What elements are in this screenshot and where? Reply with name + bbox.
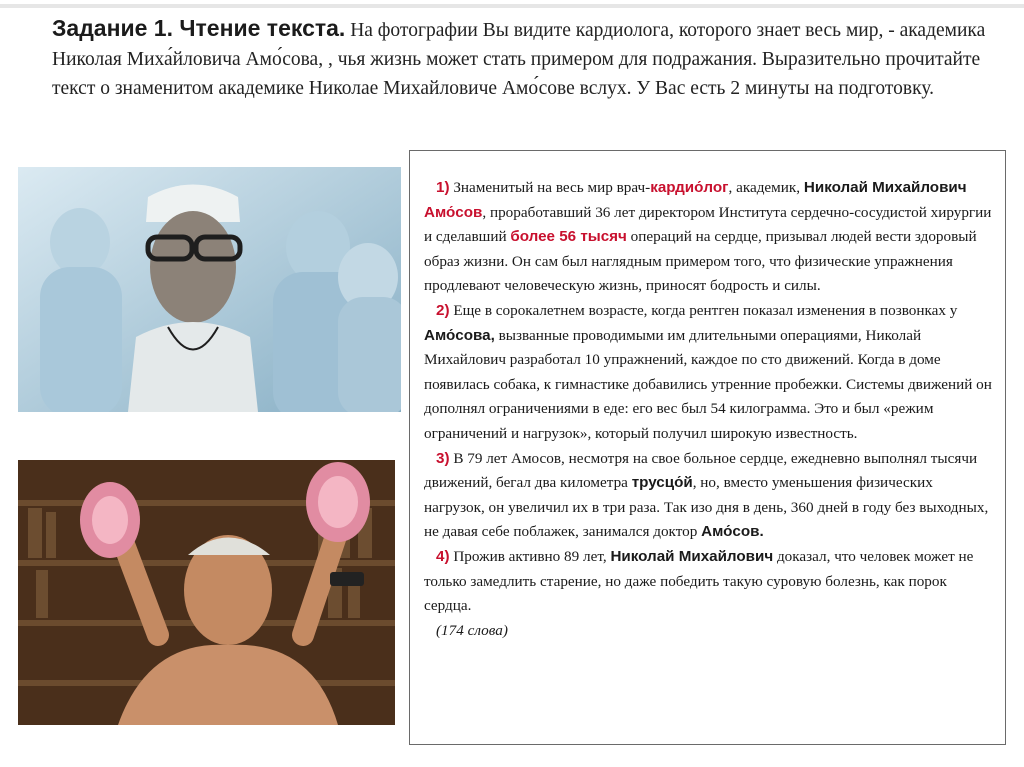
paragraph-1-text: операций на сердце, призывал людей вести здоровый образ жизни. Он сам был наглядным примером того, что физические упражнения продлевают человеческую жизнь, приносят бодрость и силы. [424, 228, 977, 295]
reading-text [424, 176, 992, 643]
paragraph-1-text: , проработавший 36 лет директором Института сердечно-сосудистой хирургии и сделавший [424, 203, 992, 246]
paragraph-4-number: 4) [436, 547, 450, 565]
paragraph-3-text: В 79 лет Амосов, несмотря на свое больное сердце, ежедневно выполнял тысячи движений, бегал два километра [424, 449, 978, 492]
bold-jogging: трусцо́й [631, 474, 693, 492]
task-header [52, 14, 1012, 103]
paragraph-4 [424, 545, 992, 619]
paragraph-3 [424, 447, 992, 545]
paragraph-4-text: доказал, что человек может не только замедлить старение, но даже победить такую суровую болезнь, как порок сердца. [424, 547, 974, 615]
bold-surname: Амо́сов. [701, 523, 764, 541]
word-count [424, 619, 992, 644]
surgeons-photo [18, 167, 401, 412]
paragraph-2-text: вызванные проводимыми им длительными операциями, Николай Михайлович разработал 10 упражнений, каждое по сто движений. Когда в доме появилась собака, к гимнастике добавились утренние пробежки. Системы движений он дополнял ограничениями в еде: его вес был 54 килограмма. Это и был «режим ограничений и нагрузок», который получил широкую известность. [424, 326, 992, 442]
task-title: Задание 1. Чтение текста. [52, 15, 346, 41]
highlight-operations: более 56 тысяч [510, 228, 627, 246]
paragraph-3-number: 3) [436, 449, 450, 467]
highlight-cardiologist: кардио́лог [650, 179, 729, 196]
paragraph-1-text: Знаменитый на весь мир врач- [449, 179, 651, 196]
paragraph-2-number: 2) [436, 301, 450, 319]
paragraph-1 [424, 176, 992, 299]
top-divider [0, 4, 1024, 8]
surgeons-illustration [18, 167, 401, 412]
exercise-photo [18, 460, 395, 725]
word-count-label: (174 слова) [436, 621, 508, 639]
highlight-surname: Амо́сов [424, 203, 483, 221]
bold-name: Николай Михайлович [610, 547, 774, 565]
bold-name: Николай Михайлович [803, 179, 967, 196]
bold-surname: Амо́сова, [424, 326, 495, 344]
task-instructions: На фотографии Вы видите кардиолога, которого знает весь мир, - академика Николая Миха́йловича Амо́сова, , чья жизнь может стать примером для подражания. Выразительно прочитайте текст о знаменитом академике Николае Михайловиче Амо́сове вслух. У Вас есть 2 минуты на подготовку. [52, 20, 986, 99]
paragraph-2-text: Еще в сорокалетнем возрасте, когда рентген показал изменения в позвонках у [449, 301, 958, 319]
paragraph-1-text: , академик, [728, 179, 804, 196]
paragraph-2 [424, 299, 992, 447]
paragraph-1-number: 1) [436, 179, 450, 196]
paragraph-3-text: , но, вместо уменьшения физических нагрузок, он увеличил их в три раза. Так изо дня в день, 360 дней в году без выходных, не давая себе поблажек, занимался доктор [424, 474, 989, 541]
exercise-illustration [18, 460, 395, 725]
paragraph-4-text: Прожив активно 89 лет, [449, 547, 611, 565]
